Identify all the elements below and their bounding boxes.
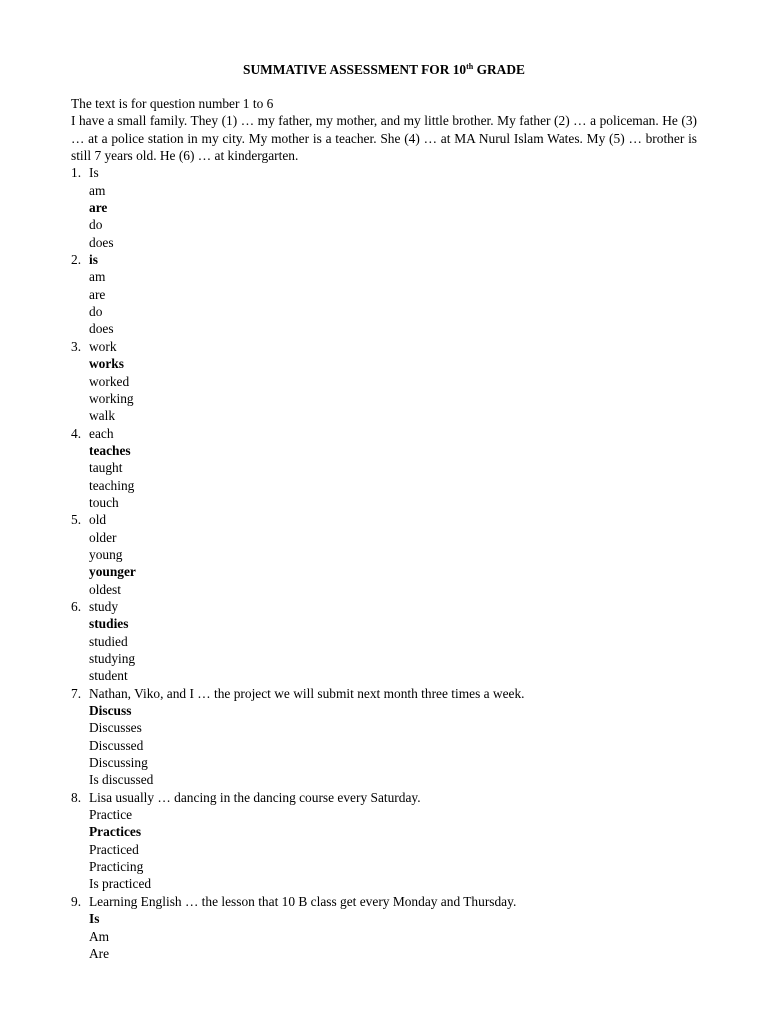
question-number: 8. <box>71 789 82 805</box>
answer-option: walk <box>89 408 116 424</box>
question-1 <box>71 164 697 181</box>
answer-option: Discussing <box>89 755 148 771</box>
answer-option: working <box>89 390 134 406</box>
answer-option: are <box>89 200 108 216</box>
answer-option: oldest <box>89 581 121 597</box>
question-7 <box>71 685 697 702</box>
intro-line: The text is for question number 1 to 6 <box>71 96 274 111</box>
answer-option: Discusses <box>89 720 142 736</box>
question-3 <box>71 338 697 355</box>
answer-option: study <box>89 598 119 614</box>
answer-option: young <box>89 546 123 562</box>
answer-option: studied <box>89 633 128 649</box>
question-number: 4. <box>71 425 82 441</box>
answer-option: do <box>89 304 103 320</box>
question-number: 9. <box>71 893 82 909</box>
answer-option: studying <box>89 651 136 666</box>
answer-option: teaching <box>89 477 135 493</box>
reading-passage: I have a small family. They (1) … my father, my mother, and my little brother. My father (2) … a policeman. He (3) … at a police station in my city. My mother is a teacher. She (4) … at MA Nurul Islam Wates. My (5) … brother is still 7 years old. He (6) … at kindergarten. <box>71 113 697 164</box>
question-list <box>71 164 697 962</box>
answer-option: studies <box>89 616 129 632</box>
question-6 <box>71 598 697 615</box>
answer-option: teaches <box>89 442 131 458</box>
answer-option: Is practiced <box>89 876 152 892</box>
page-title <box>0 61 768 78</box>
answer-option: younger <box>89 564 136 580</box>
answer-option: touch <box>89 494 119 510</box>
answer-option: works <box>89 356 124 372</box>
answer-option: worked <box>89 373 130 389</box>
answer-option: Is <box>89 911 100 927</box>
question-number: 6. <box>71 598 82 614</box>
answer-option: Practicing <box>89 859 144 875</box>
question-stem: Lisa usually … dancing in the dancing course every Saturday. <box>89 789 421 805</box>
answer-option: am <box>89 269 106 285</box>
answer-option: does <box>89 321 114 337</box>
answer-option: Are <box>89 945 110 961</box>
answer-option: taught <box>89 460 123 476</box>
answer-option: Practice <box>89 807 133 823</box>
question-number: 1. <box>71 165 82 181</box>
answer-option: Discuss <box>89 703 132 719</box>
answer-option: is <box>89 252 98 268</box>
title-superscript: th <box>466 62 474 71</box>
answer-option: do <box>89 217 103 233</box>
question-number: 2. <box>71 252 82 268</box>
question-number: 7. <box>71 685 82 701</box>
answer-option: Is discussed <box>89 772 154 788</box>
answer-option: Discussed <box>89 737 144 753</box>
answer-option: are <box>89 286 106 302</box>
answer-option: older <box>89 529 117 545</box>
answer-option: does <box>89 234 114 250</box>
question-stem: Nathan, Viko, and I … the project we will submit next month three times a week. <box>89 685 525 701</box>
answer-option: am <box>89 182 106 198</box>
question-8 <box>71 789 697 806</box>
answer-option: Am <box>89 928 110 944</box>
answer-option: work <box>89 338 117 354</box>
question-stem: Learning English … the lesson that 10 B class get every Monday and Thursday. <box>89 893 517 909</box>
question-2 <box>71 251 697 268</box>
answer-option: Practiced <box>89 841 139 857</box>
title-text: SUMMATIVE ASSESSMENT FOR 10 <box>243 62 467 77</box>
answer-option: Is <box>89 165 99 181</box>
answer-option: Practices <box>89 824 142 840</box>
question-number: 5. <box>71 512 82 528</box>
title-suffix: GRADE <box>473 62 525 77</box>
answer-option: student <box>89 668 128 684</box>
question-number: 3. <box>71 338 82 354</box>
question-5 <box>71 511 697 528</box>
answer-option: each <box>89 425 114 441</box>
question-4 <box>71 425 697 442</box>
answer-option: old <box>89 512 107 528</box>
document-body <box>71 95 697 962</box>
question-9 <box>71 893 697 910</box>
